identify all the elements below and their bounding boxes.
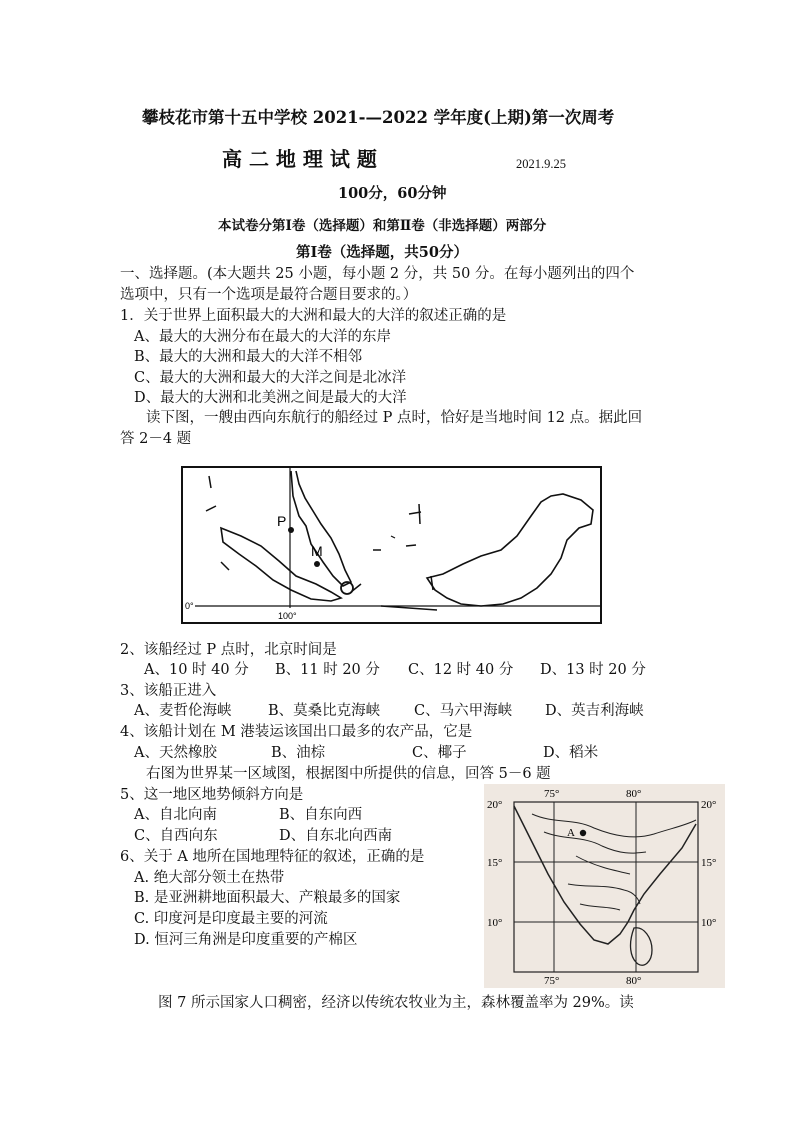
exam-date: 2021.9.25: [516, 157, 566, 171]
map2-left-lat-20: 20°: [487, 799, 503, 811]
q4-option-b: B、油棕: [271, 745, 326, 761]
exam-subtitle: 高 二 地 理 试 题: [222, 147, 377, 171]
q5-option-b: B、自东向西: [279, 807, 363, 823]
q6-option-b: B. 是亚洲耕地面积最大、产粮最多的国家: [134, 890, 401, 906]
section-instruction-line1: 一、选择题。(本大题共 25 小题，每小题 2 分，共 50 分。在每小题列出的四个: [120, 266, 635, 282]
map2-bottom-lon-75: 75°: [544, 975, 560, 987]
q2-option-b: B、11 时 20 分: [275, 662, 380, 678]
q4-stem: 4、该船计划在 M 港装运该国出口最多的农产品，它是: [120, 724, 473, 740]
q3-option-a: A、麦哲伦海峡: [134, 703, 232, 719]
q2-stem: 2、该船经过 P 点时，北京时间是: [120, 642, 337, 658]
exam-title: 攀枝花市第十五中学校 2021-—2022 学年度(上期)第一次周考: [142, 108, 615, 127]
map2-label-a: A: [567, 827, 575, 839]
q3-stem: 3、该船正进入: [120, 683, 217, 699]
q4-option-a: A、天然橡胶: [134, 745, 217, 761]
reading1-line2: 答 2－4 题: [120, 431, 192, 447]
q1-option-d: D、最大的大洲和北美洲之间是最大的大洋: [134, 390, 407, 406]
map1-label-p: P: [277, 513, 287, 529]
q5-option-a: A、自北向南: [134, 807, 217, 823]
q1-option-a: A、最大的大洲分布在最大的大洋的东岸: [134, 329, 391, 345]
map2-top-lon-75: 75°: [544, 788, 560, 800]
reading1-line1: 读下图，一艘由西向东航行的船经过 P 点时，恰好是当地时间 12 点。据此回: [146, 410, 643, 426]
map1-label-m: M: [311, 543, 323, 559]
q5-option-d: D、自东北向西南: [279, 828, 393, 844]
q3-option-b: B、莫桑比克海峡: [268, 703, 381, 719]
map1-label-100deg: 100°: [278, 611, 297, 621]
map2-right-lat-15: 15°: [701, 857, 717, 869]
map1-label-equator: 0°: [185, 601, 194, 611]
q5-stem: 5、这一地区地势倾斜方向是: [120, 787, 304, 803]
q6-stem: 6、关于 A 地所在国地理特征的叙述，正确的是: [120, 849, 425, 865]
q3-option-d: D、英吉利海峡: [545, 703, 644, 719]
section-instruction-line2: 选项中，只有一个选项是最符合题目要求的。）: [120, 287, 418, 303]
q1-option-c: C、最大的大洲和最大的大洋之间是北冰洋: [134, 370, 407, 386]
q5-option-c: C、自西向东: [134, 828, 218, 844]
point-m-marker: [314, 561, 320, 567]
point-a-marker: [580, 830, 586, 836]
southeast-asia-map: [181, 466, 602, 624]
map2-bottom-lon-80: 80°: [626, 975, 642, 987]
q4-option-d: D、稻米: [543, 745, 599, 761]
reading3-line1: 图 7 所示国家人口稠密，经济以传统农牧业为主，森林覆盖率为 29%。读: [158, 995, 634, 1011]
q2-option-d: D、13 时 20 分: [540, 662, 646, 678]
q6-option-d: D. 恒河三角洲是印度重要的产棉区: [134, 932, 358, 948]
q3-option-c: C、马六甲海峡: [414, 703, 513, 719]
q6-option-a: A. 绝大部分领土在热带: [134, 870, 285, 886]
reading2-line1: 右图为世界某一区域图，根据图中所提供的信息，回答 5－6 题: [146, 766, 551, 782]
composition-note: 本试卷分第Ⅰ卷（选择题）和第Ⅱ卷（非选择题）两部分: [218, 218, 547, 234]
score-time: 100分，60分钟: [338, 185, 447, 202]
q1-stem: 1．关于世界上面积最大的大洲和最大的大洋的叙述正确的是: [120, 308, 507, 324]
map2-right-lat-20: 20°: [701, 799, 717, 811]
point-p-marker: [288, 527, 294, 533]
map2-right-lat-10: 10°: [701, 917, 717, 929]
india-region-map: [484, 784, 725, 988]
map2-left-lat-15: 15°: [487, 857, 503, 869]
map2-top-lon-80: 80°: [626, 788, 642, 800]
q2-option-a: A、10 时 40 分: [144, 662, 249, 678]
q1-option-b: B、最大的大洲和最大的大洋不相邻: [134, 349, 363, 365]
part1-title: 第Ⅰ卷（选择题，共50分）: [296, 244, 468, 261]
q4-option-c: C、椰子: [412, 745, 467, 761]
map2-left-lat-10: 10°: [487, 917, 503, 929]
q6-option-c: C. 印度河是印度最主要的河流: [134, 911, 328, 927]
q2-option-c: C、12 时 40 分: [408, 662, 514, 678]
